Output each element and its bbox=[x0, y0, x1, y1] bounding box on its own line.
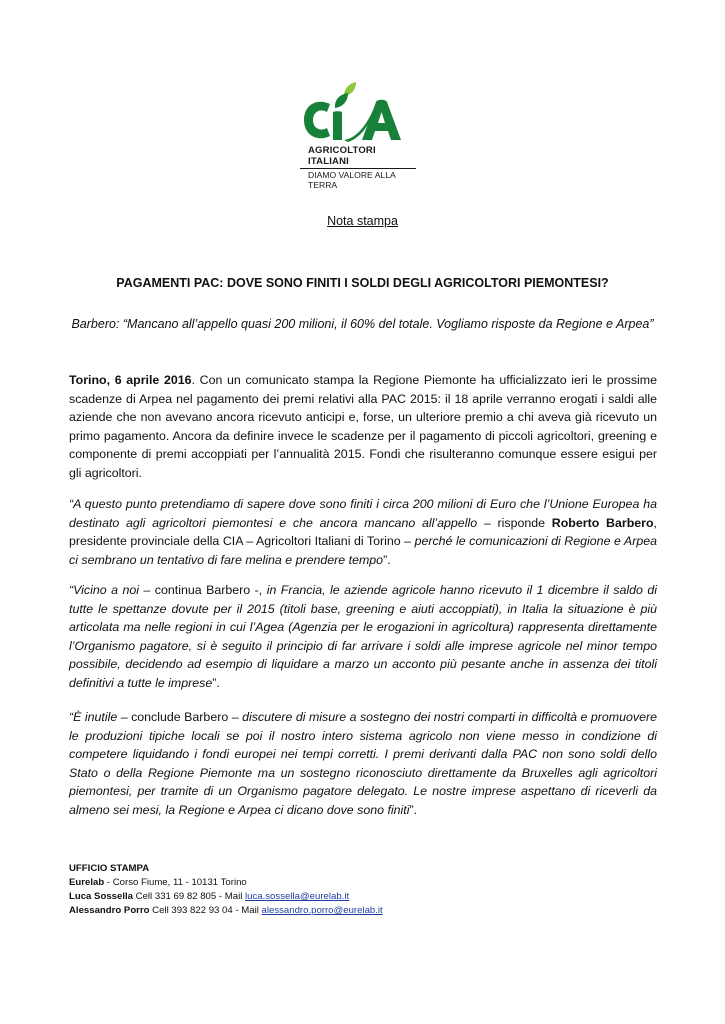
headline: PAGAMENTI PAC: DOVE SONO FINITI I SOLDI DEGLI AGRICOLTORI PIEMONTESI? bbox=[116, 276, 609, 290]
contact-name: Luca Sossella bbox=[69, 891, 133, 902]
nota-stampa-label: Nota stampa bbox=[327, 214, 398, 228]
paragraph-4 bbox=[69, 708, 657, 820]
email-link[interactable]: alessandro.porro@eurelab.it bbox=[261, 905, 383, 916]
speaker-name: Roberto Barbero bbox=[551, 515, 654, 530]
footer-title: UFFICIO STAMPA bbox=[69, 863, 150, 874]
footer-org: Eurelab bbox=[69, 877, 105, 888]
footer-address-text: - Corso Fiume, 11 - 10131 Torino bbox=[104, 877, 247, 888]
cia-logo-mark bbox=[300, 82, 418, 144]
narration: – continua Barbero -, bbox=[139, 583, 267, 597]
footer-contact-2 bbox=[69, 904, 383, 918]
narration: – conclude Barbero – bbox=[117, 710, 243, 724]
quote-end: ”. bbox=[409, 802, 418, 817]
paragraph-2 bbox=[69, 495, 657, 569]
quote-end: ”. bbox=[212, 675, 220, 690]
quote-part: “È inutile bbox=[69, 710, 118, 724]
logo-tagline: DIAMO VALORE ALLA TERRA bbox=[308, 170, 396, 190]
email-link[interactable]: luca.sossella@eurelab.it bbox=[245, 891, 350, 902]
paragraph-1-text: . Con un comunicato stampa la Regione Piemonte ha ufficializzato ieri le prossime scadenze di Arpea nel pagamento dei premi relativi alla PAC 2015: il 18 aprile verranno erogati i saldi alle aziende che non avevano ancora ricevuto anticipi e, forse, un ulteriore premio a chi aveva già ricevuto un primo pagamento. Ancora da definire invece le scadenze per il pagamento di piccoli agricoltori, greening e componente di premi accoppiati per l’annualità 2015. Fondi che risulteranno comunque essere esigui per gli agricoltori. bbox=[69, 373, 657, 480]
quote-part: in Francia, le aziende agricole hanno ricevuto il 1 dicembre il saldo di tutte le spettanze dovute per il 2015 (titoli base, greening e aiuti accoppiati), in Italia la situazione è più articolata ma nelle regioni in cui l’Agea (Agenzia per le erogazioni in agricoltura) rappresenta direttamente l’Organismo pagatore, si è seguito il principio di far arrivare i soldi alle imprese agricole nel minor tempo possibile, decidendo ad esempio di liquidare a marzo un acconto più pesante anche in assenza dei titoli definitivi a tutte le imprese bbox=[69, 583, 657, 690]
footer-contact-1 bbox=[69, 890, 383, 904]
contact-phone: Cell 393 822 93 04 - Mail bbox=[149, 905, 262, 916]
contact-name: Alessandro Porro bbox=[69, 905, 150, 916]
quote-end: ”. bbox=[383, 552, 391, 567]
logo-line-agricoltori: AGRICOLTORI ITALIANI bbox=[300, 145, 416, 169]
paragraph-3 bbox=[69, 581, 657, 693]
cia-logo bbox=[300, 82, 425, 190]
quote-part: “Vicino a noi bbox=[69, 583, 139, 597]
narration: – risponde bbox=[477, 515, 552, 530]
narration: , presidente provinciale della CIA – Agricoltori Italiani di Torino – bbox=[69, 515, 657, 549]
press-office-footer bbox=[69, 862, 383, 918]
quote-part: perché le comunicazioni di Regione e Arpea ci sembrano un tentativo di fare melina e prendere tempo bbox=[69, 534, 657, 567]
quote-part: “A questo punto pretendiamo di sapere dove sono finiti i circa 200 milioni di Euro che l’Unione Europea ha destinato agli agricoltori piemontesi e che ancora mancano all’appello bbox=[69, 497, 657, 530]
contact-phone: Cell 331 69 82 805 - Mail bbox=[133, 891, 245, 902]
paragraph-1 bbox=[69, 371, 657, 483]
dateline: Torino, 6 aprile 2016 bbox=[69, 373, 192, 387]
footer-address bbox=[69, 876, 383, 890]
subtitle-quote: Barbero: “Mancano all’appello quasi 200 milioni, il 60% del totale. Vogliamo risposte da Regione e Arpea” bbox=[71, 317, 654, 331]
quote-part: discutere di misure a sostegno dei nostri comparti in difficoltà e promuovere le produzioni tipiche locali se poi il nostro intero sistema agricolo non viene messo in condizione di competere liquidando i fondi europei nei tempi corretti. I premi derivanti dalla PAC non sono soldi dello Stato o della Regione Piemonte ma un sostegno riconosciuto direttamente da Bruxelles agli agricoltori piemontesi, per tramite di un Organismo pagatore delegato. Le nostre imprese aspettano di riceverli da almeno sei mesi, la Regione e Arpea ci dicano dove sono finiti bbox=[69, 710, 657, 817]
